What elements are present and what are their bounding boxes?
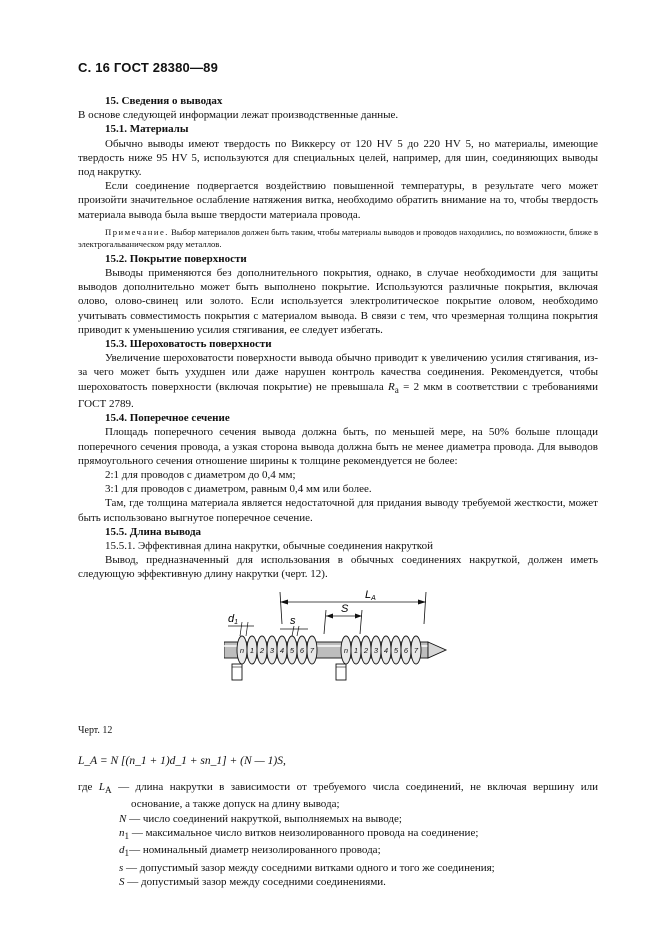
right-turn-label: 4 — [383, 645, 389, 655]
roughness-text-b: = 2 мкм в соответствии с требованиями ГОСТ 2789. — [78, 380, 598, 411]
n-definition: — число соединений накруткой, выполняемых на выводе; — [126, 812, 402, 825]
section-15-4-paragraph-1: Площадь поперечного сечения вывода должна быть, по меньшей мере, на 50% больше площади поперечного сечения провода, а узкая сторона вывода должна быть не менее диаметра провода. Для выводов прямоугольного сечения отношение ширины к толщине рекомендуется не более: — [78, 426, 598, 467]
document-body — [78, 94, 598, 889]
ratio-item-2: 3:1 для проводов с диаметром, равным 0,4 мм или более. — [105, 483, 372, 496]
left-turn-label: 7 — [309, 645, 315, 655]
d1-symbol: d — [119, 844, 125, 857]
left-turn-label: n — [239, 645, 245, 655]
section-15-1-paragraph-1: Обычно выводы имеют твердость по Виккерсу от 120 HV 5 до 220 HV 5, но материалы, имеющие твердость ниже 95 HV 5, используются для специальных целей, например, для шин, соединяющих выводы под накрутку. — [78, 137, 598, 179]
label-d1: d1 — [228, 612, 239, 626]
wrap-diagram — [224, 588, 454, 710]
page-header: С. 16 ГОСТ 28380—89 — [78, 60, 219, 75]
left-turn-label: 2 — [259, 645, 265, 655]
section-15-5-1-paragraph: Вывод, предназначенный для использования в обычных соединениях накруткой, должен иметь следующую эффективную длину накрутки (черт. 12). — [78, 554, 598, 581]
section-15-3-paragraph — [78, 351, 598, 411]
section-15-title: 15. Сведения о выводах — [105, 95, 223, 107]
section-15-intro: В основе следующей информации лежат производственные данные. — [78, 109, 399, 122]
left-turn-label: 1 — [249, 645, 255, 655]
section-15-5-1-title: 15.5.1. Эффективная длина накрутки, обычные соединения накруткой — [105, 540, 433, 553]
left-turn-label: 6 — [299, 645, 305, 655]
right-turn-label: 3 — [373, 645, 379, 655]
la-subscript: A — [105, 785, 112, 796]
definition-s — [78, 861, 598, 875]
section-15-1-title: 15.1. Материалы — [105, 123, 189, 136]
left-turn-label: 3 — [269, 645, 275, 655]
right-turn-label: 6 — [403, 645, 409, 655]
right-turn-label: 5 — [393, 645, 399, 655]
roughness-text-a: Увеличение шероховатости поверхности вывода обычно приводит к увеличению усилия стягивания, из-за чего может быть ухудшен или даже нарушен контроль качества соединения. Рекомендуется, чтобы шероховатость поверхности (включая покрытие) не превышала — [78, 352, 598, 393]
n1-symbol: n — [119, 826, 125, 839]
la-definition: — длина накрутки в зависимости от требуемого числа соединений, не включая вершину или основание, а также допуск на длину вывода; — [111, 781, 599, 811]
definitions-list — [78, 780, 598, 889]
label-small-s: s — [290, 614, 296, 627]
n1-subscript: 1 — [124, 831, 130, 842]
right-turn-label: n — [343, 645, 349, 655]
section-15-1-note — [78, 226, 598, 250]
section-15-2-title: 15.2. Покрытие поверхности — [105, 252, 247, 265]
label-la: LA — [365, 588, 376, 602]
figure-caption: Черт. 12 — [78, 724, 113, 736]
n1-definition: — максимальное число витков неизолированного провода на соединение; — [129, 826, 479, 839]
note-label: Примечание. — [105, 226, 169, 237]
ratio-item-1: 2:1 для проводов с диаметром до 0,4 мм; — [105, 469, 296, 482]
definition-n — [78, 812, 598, 826]
section-15-4-paragraph-2: Там, где толщина материала является недостаточной для придания выводу требуемой жесткости, может быть использовано выгнутое поперечное сечение. — [78, 497, 598, 524]
s-definition: — допустимый зазор между соседними витками одного и того же соединения; — [123, 861, 495, 874]
right-turn-label: 7 — [413, 645, 419, 655]
ra-symbol: R — [388, 380, 395, 393]
wrap-diagram-figure — [78, 588, 598, 710]
n-symbol: N — [119, 812, 127, 825]
section-15-4-title: 15.4. Поперечное сечение — [105, 412, 230, 425]
d1-subscript: 1 — [124, 848, 130, 859]
section-15-3-title: 15.3. Шероховатость поверхности — [105, 338, 272, 351]
formula — [78, 754, 598, 768]
section-15-5-title: 15.5. Длина вывода — [105, 525, 202, 538]
section-15-2-paragraph: Выводы применяются без дополнительного покрытия, однако, в случае необходимости для защиты выводов дополнительно может быть выполнено покрытие. Используются различные покрытия, включая олово, олово-свинец или золото. Если используется электролитическое покрытие оловом, необходимо учитывать совместимость покрытия с материалом вывода. В связи с тем, что чрезмерная толщина покрытия приводит к уменьшению усилия стягивания, ее следует избегать. — [78, 267, 598, 336]
big-s-definition: — допустимый зазор между соседними соединениями. — [124, 875, 386, 888]
section-15-1-paragraph-2: Если соединение подвергается воздействию повышенной температуры, в результате чего может произойти значительное ослабление натяжения витка, необходимо обратить внимание на то, чтобы твердость материала вывода была выше твердости материала провода. — [78, 180, 598, 221]
definition-n1 — [78, 826, 598, 843]
definition-big-s — [78, 875, 598, 889]
d1-definition: — номинальный диаметр неизолированного провода; — [129, 844, 381, 857]
definition-d1 — [78, 843, 598, 860]
s-symbol: s — [119, 861, 124, 874]
right-turn-label: 2 — [363, 645, 369, 655]
la-symbol: L — [98, 781, 106, 794]
big-s-symbol: S — [119, 875, 125, 888]
left-turn-label: 5 — [289, 645, 295, 655]
right-turn-label: 1 — [353, 645, 359, 655]
ra-subscript: a — [394, 384, 399, 395]
left-turn-label: 4 — [279, 645, 285, 655]
label-big-s: S — [341, 602, 349, 615]
definition-la — [78, 780, 598, 812]
formula-text: L_A = N [(n_1 + 1)d_1 + sn_1] + (N — 1)S, — [78, 754, 286, 767]
where-word: где — [78, 781, 93, 794]
note-text: Выбор материалов должен быть таким, чтобы материалы выводов и проводов находились, по возможности, ближе в электрогальваническом ряду металлов. — [78, 226, 598, 249]
